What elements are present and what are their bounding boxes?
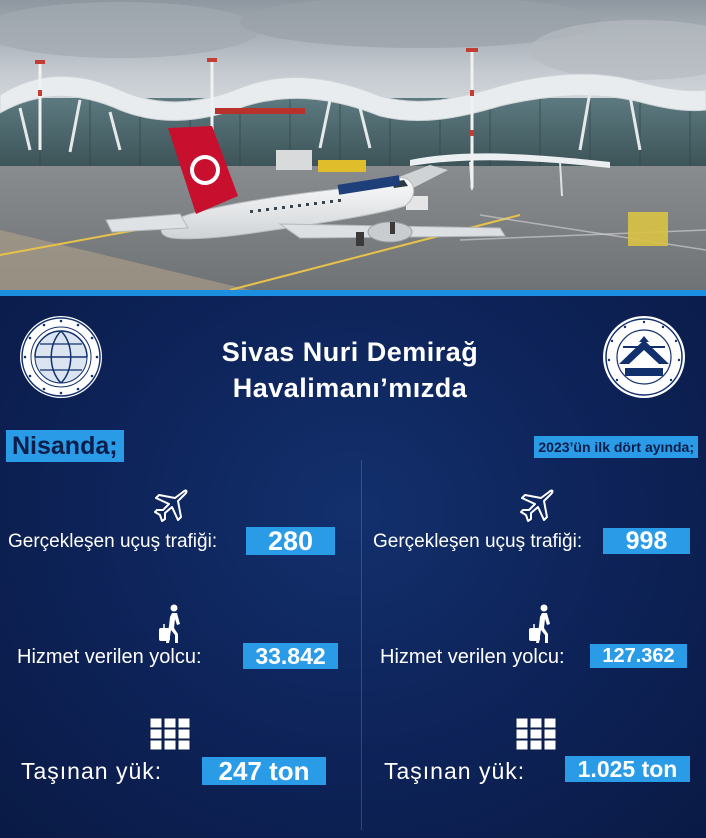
passenger-label: Hizmet verilen yolcu: [380, 646, 565, 668]
airplane-icon [519, 488, 555, 524]
passenger-label: Hizmet verilen yolcu: [17, 646, 202, 668]
passenger-luggage-icon [156, 604, 186, 644]
cargo-value: 247 ton [202, 757, 326, 785]
passenger-value: 127.362 [590, 644, 687, 668]
airplane-icon [153, 488, 189, 524]
flight-traffic-value: 280 [246, 527, 335, 555]
flight-traffic-label: Gerçekleşen uçuş trafiği: [8, 531, 218, 552]
page-title [150, 334, 550, 406]
title-line-2: Havalimanı’mızda [232, 373, 468, 403]
cargo-value: 1.025 ton [565, 756, 690, 782]
title-line-1: Sivas Nuri Demirağ [221, 337, 479, 367]
dhmi-seal-logo [601, 314, 687, 400]
airport-photo-illustration [0, 0, 706, 290]
cargo-boxes-icon [148, 716, 192, 752]
left-column-heading: Nisanda; [6, 430, 124, 462]
passenger-value: 33.842 [243, 643, 338, 669]
column-divider [361, 460, 362, 830]
right-column-heading: 2023’ün ilk dört ayında; [534, 436, 698, 458]
cargo-label: Taşınan yük: [384, 758, 526, 784]
cargo-label: Taşınan yük: [21, 758, 163, 784]
passenger-luggage-icon [526, 604, 556, 644]
flight-traffic-label: Gerçekleşen uçuş trafiği: [373, 531, 583, 552]
airport-photo [0, 0, 706, 290]
ministry-seal-logo [18, 314, 104, 400]
cargo-boxes-icon [514, 716, 558, 752]
flight-traffic-value: 998 [603, 528, 690, 554]
